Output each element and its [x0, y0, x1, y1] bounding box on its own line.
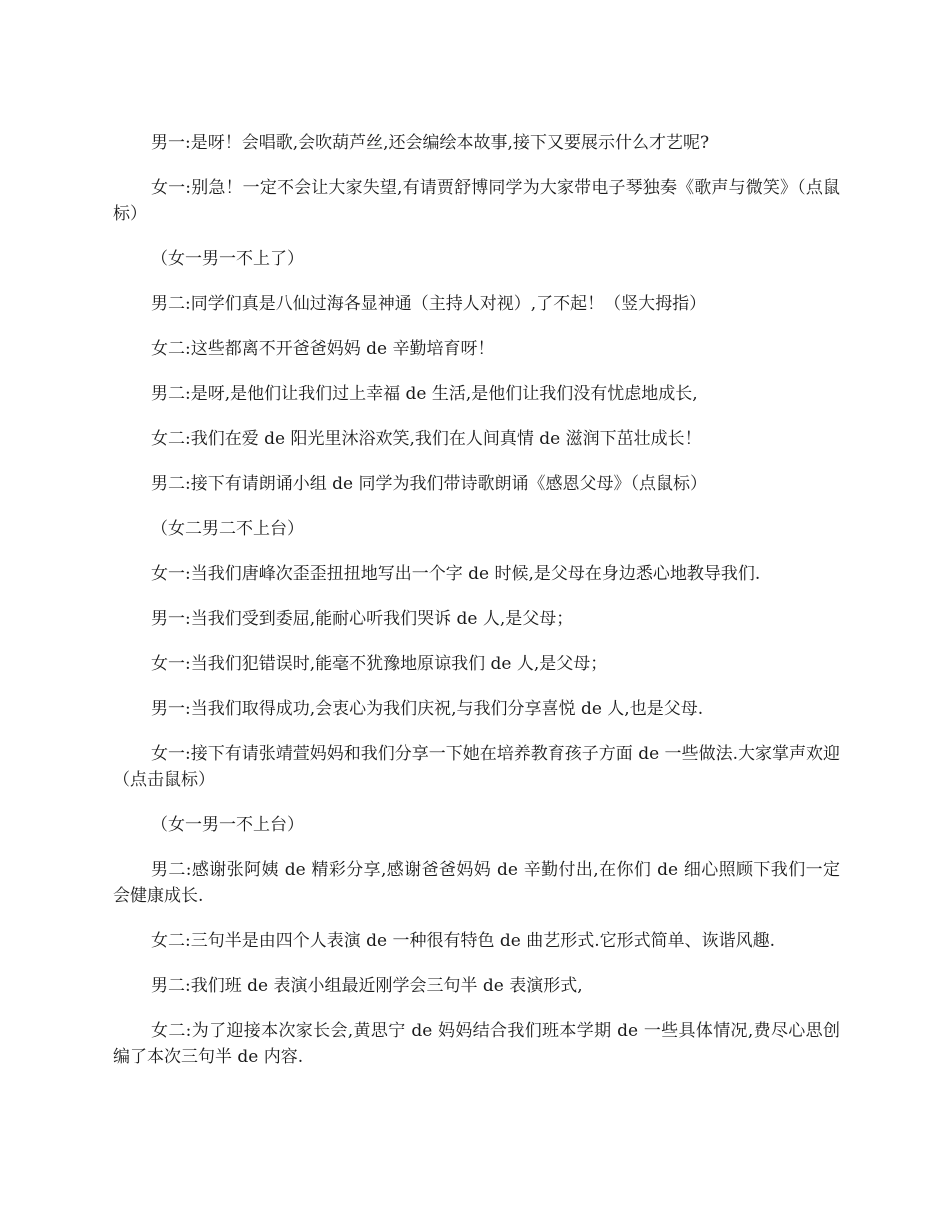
dialogue-line-11: 男一:当我们取得成功,会衷心为我们庆祝,与我们分享喜悦 de 人,也是父母.: [151, 699, 704, 719]
dialogue-line-10: 女一:当我们犯错误时,能毫不犹豫地原谅我们 de 人,是父母；: [151, 654, 608, 674]
document-body: [113, 130, 840, 1089]
dialogue-line-7: 男二:接下有请朗诵小组 de 同学为我们带诗歌朗诵《感恩父母》（点鼠标）: [151, 474, 707, 494]
dialogue-line-2: 女一:别急！一定不会让大家失望,有请贾舒博同学为大家带电子琴独奏《歌声与微笑》（点鼠标）: [113, 178, 840, 224]
stage-direction-3: （女一男一不上台）: [151, 815, 304, 835]
dialogue-line-4: 女二:这些都离不开爸爸妈妈 de 辛勤培育呀！: [151, 339, 495, 359]
dialogue-line-3: 男二:同学们真是八仙过海各显神通（主持人对视）,了不起！（竖大拇指）: [151, 294, 707, 314]
dialogue-line-5: 男二:是呀,是他们让我们过上幸福 de 生活,是他们让我们没有忧虑地成长,: [151, 384, 698, 404]
stage-direction-1: （女一男一不上了）: [151, 249, 304, 269]
dialogue-line-16: 女二:为了迎接本次家长会,黄思宁 de 妈妈结合我们班本学期 de 一些具体情况,费尽心思创编了本次三句半 de 内容.: [113, 1021, 840, 1067]
dialogue-line-1: 男一:是呀！会唱歌,会吹葫芦丝,还会编绘本故事,接下又要展示什么才艺呢?: [151, 133, 710, 153]
dialogue-line-8: 女一:当我们唐峰次歪歪扭扭地写出一个字 de 时候,是父母在身边悉心地教导我们.: [151, 564, 761, 584]
stage-direction-2: （女二男二不上台）: [151, 519, 304, 539]
dialogue-line-13: 男二:感谢张阿姨 de 精彩分享,感谢爸爸妈妈 de 辛勤付出,在你们 de 细心照顾下我们一定会健康成长.: [113, 860, 840, 906]
dialogue-line-6: 女二:我们在爱 de 阳光里沐浴欢笑,我们在人间真情 de 滋润下茁壮成长！: [151, 429, 702, 449]
dialogue-line-12: 女一:接下有请张靖萱妈妈和我们分享一下她在培养教育孩子方面 de 一些做法.大家掌声欢迎（点击鼠标）: [113, 744, 840, 790]
dialogue-line-14: 女二:三句半是由四个人表演 de 一种很有特色 de 曲艺形式.它形式简单、诙谐风趣.: [151, 931, 776, 951]
dialogue-line-9: 男一:当我们受到委屈,能耐心听我们哭诉 de 人,是父母；: [151, 609, 574, 629]
dialogue-line-15: 男二:我们班 de 表演小组最近刚学会三句半 de 表演形式,: [151, 976, 583, 996]
